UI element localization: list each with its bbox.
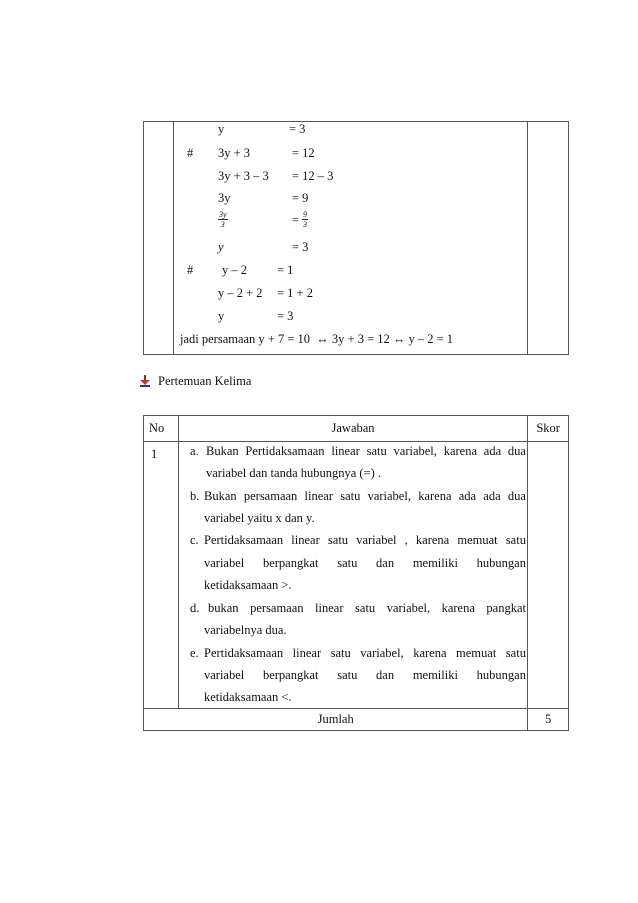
step-lhs: y – 2 — [222, 263, 247, 277]
answer-line — [208, 601, 526, 616]
fraction-numerator: 9 — [303, 210, 307, 219]
answer-word: karena — [441, 601, 475, 615]
fraction-denominator: 3 — [220, 220, 225, 229]
step-lhs: y — [218, 309, 225, 323]
answer-line: variabel dan tanda hubungnya (=) . — [206, 466, 382, 480]
top-table — [143, 121, 569, 355]
conclusion-text: jadi persamaan y + 7 = 10 ↔ 3y + 3 = 12 ↔ y – 2 = 1 — [180, 332, 454, 346]
fraction-denominator: 3 — [303, 220, 307, 229]
answer-word: dan — [376, 556, 395, 570]
step-lhs: 3y + 3 — [218, 146, 251, 160]
step-lhs: y – 2 + 2 — [218, 286, 263, 300]
answer-word: Pertidaksamaan — [204, 646, 284, 660]
step-lhs: y — [218, 240, 224, 254]
answer-line: ketidaksamaan >. — [204, 578, 292, 592]
answer-word: Bukan — [204, 489, 237, 503]
fraction-equals: = — [292, 213, 300, 227]
answer-word: ada — [483, 489, 501, 503]
step-rhs: = 3 — [277, 309, 294, 323]
answer-word: bukan — [208, 601, 239, 615]
answer-word: berpangkat — [262, 668, 319, 682]
answer-word: linear — [331, 444, 360, 458]
answer-line — [204, 668, 526, 683]
answer-word: variabel, — [386, 601, 431, 615]
fraction-numerator: 3y — [219, 210, 227, 219]
answer-word: dan — [376, 668, 395, 682]
answer-word: ada — [458, 489, 477, 503]
fraction-lhs — [218, 210, 228, 229]
main-table — [143, 415, 569, 731]
step-rhs: = 12 — [292, 146, 315, 160]
answer-word: memuat — [456, 646, 497, 660]
answer-line: ketidaksamaan <. — [204, 690, 292, 704]
answer-word: linear — [315, 601, 344, 615]
total-row — [144, 709, 569, 731]
answer-word: satu — [505, 646, 526, 660]
header-row — [144, 416, 569, 442]
answer-word: satu — [355, 601, 376, 615]
step-rhs: = 1 + 2 — [277, 286, 313, 300]
answer-word: berpangkat — [262, 556, 319, 570]
answer-word: linear — [292, 646, 322, 660]
answer-line — [204, 489, 526, 504]
answer-word: dua — [507, 489, 526, 503]
answer-word: Bukan — [206, 444, 239, 458]
answer-label: a. — [190, 444, 199, 458]
step-marker: # — [187, 263, 194, 277]
section-title: Pertemuan Kelima — [158, 374, 252, 388]
answer-line — [204, 646, 526, 661]
answer-word: karena — [443, 444, 477, 458]
answer-word: satu — [505, 533, 526, 547]
answer-word: linear — [291, 533, 320, 547]
answer-word: hubungan — [476, 668, 526, 682]
answer-label: d. — [190, 601, 200, 615]
answer-word: Pertidaksamaan — [204, 533, 284, 547]
answer-word: karena — [418, 489, 452, 503]
step-rhs: = 3 — [292, 240, 309, 254]
answer-word: variabel, — [393, 444, 437, 458]
answer-word: memiliki — [412, 668, 458, 682]
answer-line: variabelnya dua. — [204, 623, 287, 637]
answer-word: karena — [413, 646, 447, 660]
answer-word: persamaan — [243, 489, 298, 503]
answer-word: variabel, — [360, 646, 404, 660]
answer-word: variabel, — [367, 489, 411, 503]
answer-word: satu — [330, 646, 351, 660]
answer-label: b. — [190, 489, 200, 503]
header-no: No — [144, 416, 179, 442]
step-rhs: = 9 — [292, 191, 309, 205]
total-score: 5 — [528, 709, 569, 731]
step-marker: # — [187, 146, 194, 160]
header-answer: Jawaban — [178, 416, 528, 442]
answer-line — [206, 444, 526, 459]
answer-word: dua — [507, 444, 526, 458]
answer-word: persamaan — [250, 601, 304, 615]
answer-word: ada — [483, 444, 502, 458]
header-score: Skor — [528, 416, 569, 442]
answer-word: satu — [327, 533, 349, 547]
answer-word: hubungan — [476, 556, 526, 570]
step-rhs: = 3 — [289, 122, 306, 136]
answer-word: variabel — [356, 533, 397, 547]
answer-label: e. — [190, 646, 199, 660]
answer-line — [204, 533, 526, 548]
answer-word: pangkat — [486, 601, 526, 615]
arrow-down-icon — [139, 375, 151, 387]
answer-word: , — [404, 533, 408, 547]
answer-word: memiliki — [412, 556, 458, 570]
step-lhs: y — [218, 122, 225, 136]
answer-word: linear — [304, 489, 333, 503]
fraction-rhs — [302, 210, 308, 229]
step-lhs: 3y — [218, 191, 231, 205]
step-lhs: 3y + 3 – 3 — [218, 169, 269, 183]
answer-word: karena — [415, 533, 450, 547]
total-label: Jumlah — [144, 709, 528, 731]
answer-word: satu — [337, 668, 358, 682]
answer-word: satu — [340, 489, 361, 503]
step-rhs: = 12 – 3 — [292, 169, 334, 183]
answer-word: variabel — [204, 556, 245, 570]
row-number: 1 — [144, 442, 179, 709]
answer-line: variabel yaitu x dan y. — [204, 511, 315, 525]
answer-word: satu — [366, 444, 387, 458]
answer-label: c. — [190, 533, 199, 547]
answer-word: memuat — [457, 533, 498, 547]
score-cell — [528, 442, 569, 709]
answer-word: satu — [337, 556, 358, 570]
answer-word: Pertidaksamaan — [245, 444, 325, 458]
step-rhs: = 1 — [277, 263, 294, 277]
answer-word: variabel — [204, 668, 245, 682]
answer-line — [204, 556, 526, 571]
